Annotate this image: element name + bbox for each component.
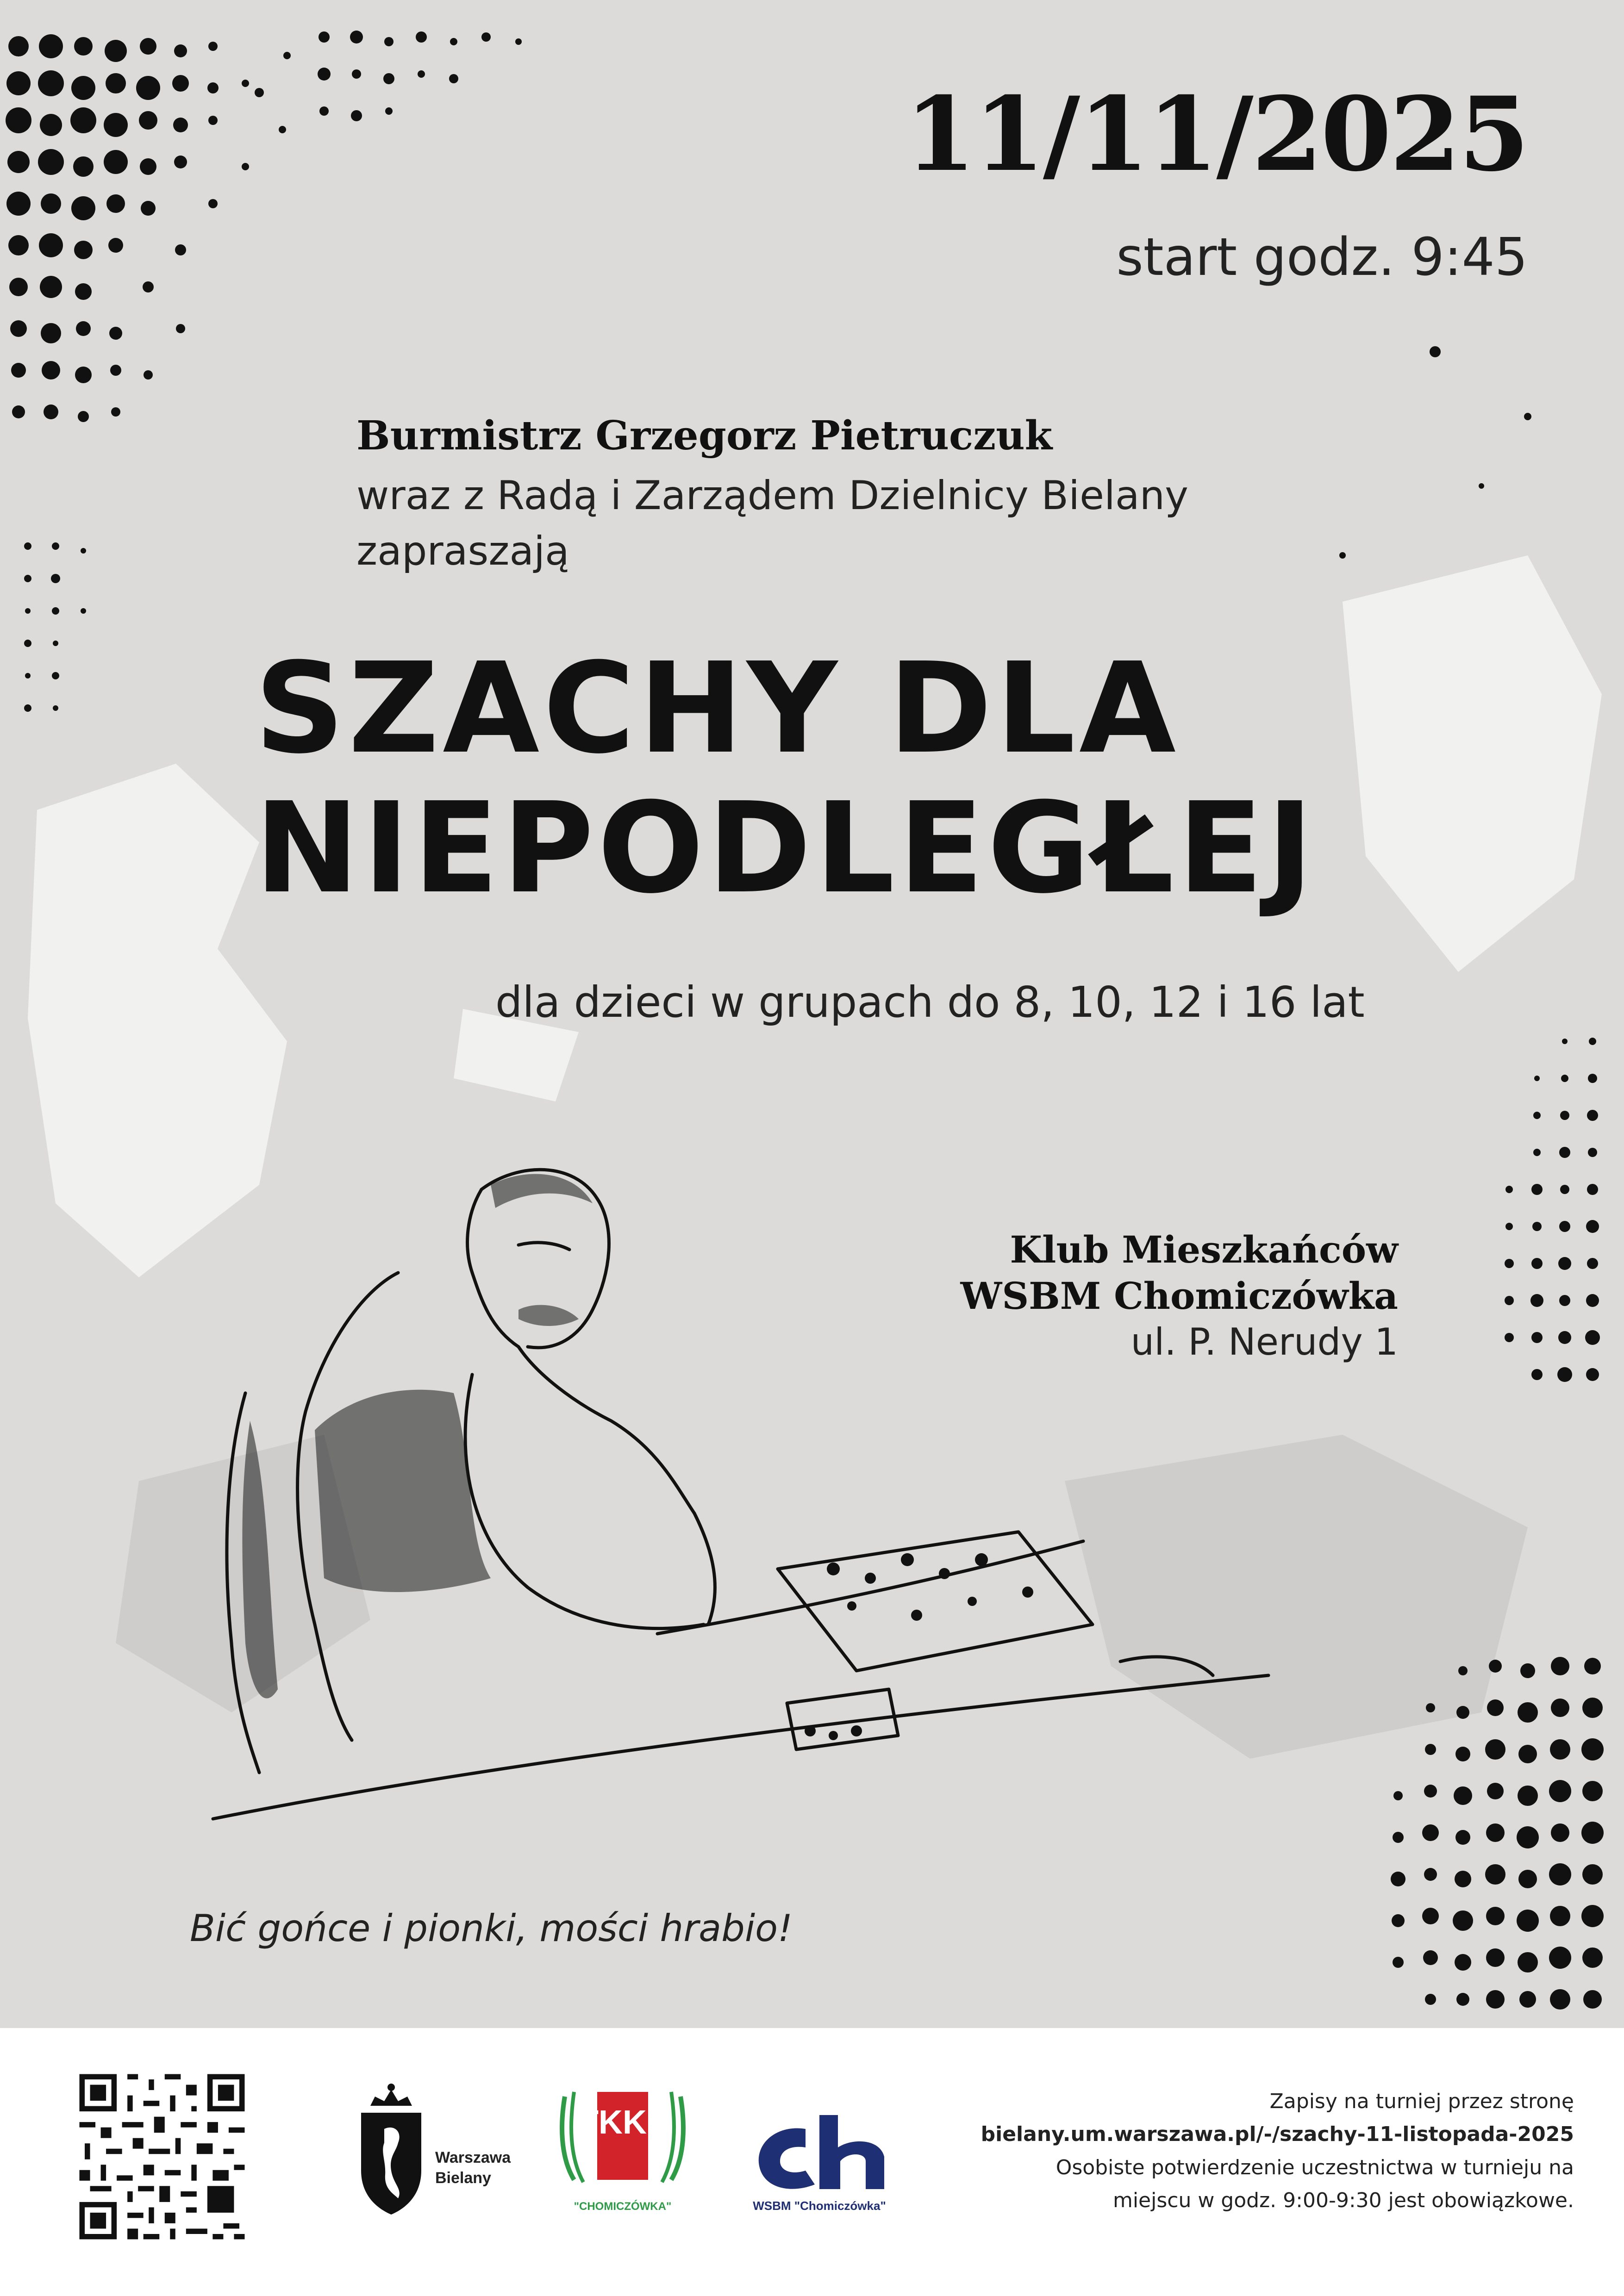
tkkf-chomiczowka-logo (546, 2083, 699, 2221)
warszawa-bielany-label (435, 2147, 511, 2188)
event-date: 11/11/2025 (905, 74, 1528, 194)
host-council: wraz z Radą i Zarządem Dzielnicy Bielany (356, 473, 1188, 519)
wsbm-chomiczowka-logo (736, 2106, 903, 2221)
title-line-2: NIEPODLEGŁEJ (255, 775, 1317, 921)
venue-info (787, 1226, 1398, 1365)
venue-name-2: WSBM Chomiczówka (960, 1274, 1398, 1318)
tkkf-text: TKKF (578, 2104, 667, 2141)
quote: Bić gońce i pionki, mości hrabio! (190, 1907, 793, 1950)
event-title (255, 635, 1551, 921)
registration-line-3: Osobiste potwierdzenie uczestnictwa w turnieju na (1056, 2155, 1574, 2179)
host-mayor: Burmistrz Grzegorz Pietruczuk (356, 412, 1053, 459)
registration-line-1: Zapisy na turniej przez stronę (1269, 2090, 1574, 2113)
warszawa-label: Warszawa (435, 2149, 511, 2166)
warszawa-bielany-coat-of-arms-icon (352, 2078, 431, 2217)
qr-code[interactable] (74, 2069, 250, 2245)
title-line-1: SZACHY DLA (255, 635, 1180, 781)
tkkf-caption: "CHOMICZÓWKA" (574, 2200, 672, 2213)
registration-link[interactable]: bielany.um.warszawa.pl/-/szachy-11-listopada-2025 (981, 2122, 1574, 2147)
start-time: start godz. 9:45 (1116, 227, 1528, 287)
wsbm-caption: WSBM "Chomiczówka" (753, 2199, 886, 2213)
registration-line-4: miejscu w godz. 9:00-9:30 jest obowiązkowe. (1112, 2188, 1574, 2212)
venue-name-1: Klub Mieszkańców (1010, 1228, 1398, 1271)
host-invite: zapraszają (356, 528, 569, 574)
age-groups: dla dzieci w grupach do 8, 10, 12 i 16 lat (495, 977, 1365, 1027)
venue-address: ul. P. Nerudy 1 (1131, 1320, 1398, 1363)
registration-note (949, 2085, 1574, 2217)
bielany-label: Bielany (435, 2169, 491, 2187)
